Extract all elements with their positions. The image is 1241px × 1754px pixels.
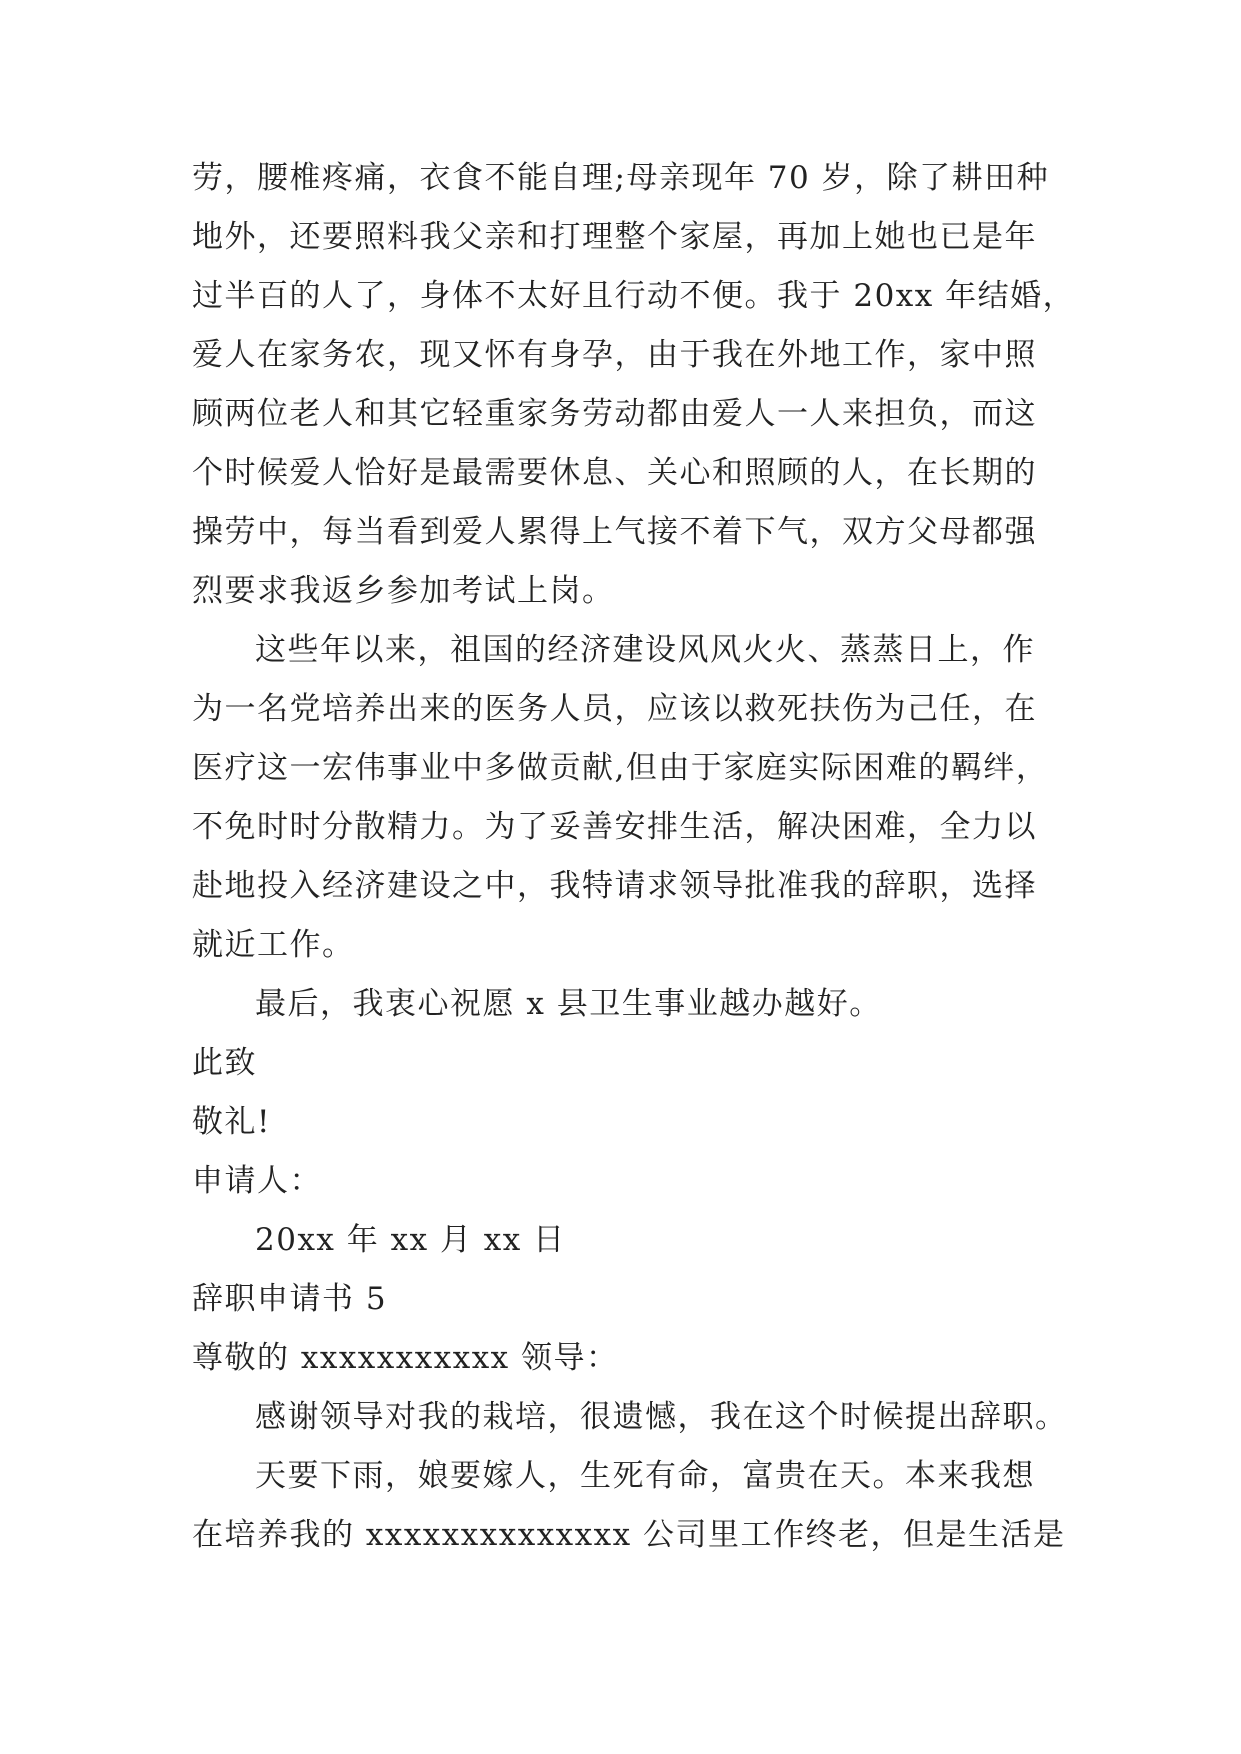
body-text-line: 医疗这一宏伟事业中多做贡献,但由于家庭实际困难的羁绊，	[192, 750, 1049, 786]
paragraph-start-line: 天要下雨，娘要嫁人，生死有命，富贵在天。本来我想	[255, 1458, 1035, 1494]
letter-greeting: 尊敬的 xxxxxxxxxxx 领导：	[192, 1340, 619, 1376]
body-text-line: 在培养我的 xxxxxxxxxxxxxx 公司里工作终老，但是生活是	[192, 1517, 1066, 1553]
paragraph-start-line: 这些年以来，祖国的经济建设风风火火、蒸蒸日上，作	[255, 632, 1035, 668]
body-text-line: 操劳中，每当看到爱人累得上气接不着下气，双方父母都强	[192, 514, 1037, 550]
date-line: 20xx 年 xx 月 xx 日	[255, 1222, 566, 1258]
applicant-label: 申请人：	[192, 1163, 322, 1199]
body-text-line: 烈要求我返乡参加考试上岗。	[192, 573, 615, 609]
body-text-line: 赴地投入经济建设之中，我特请求领导批准我的辞职，选择	[192, 868, 1037, 904]
body-text-line: 过半百的人了，身体不太好且行动不便。我于 20xx 年结婚，	[192, 278, 1076, 314]
closing-salutation: 此致	[192, 1045, 257, 1081]
paragraph-start-line: 感谢领导对我的栽培，很遗憾，我在这个时候提出辞职。	[255, 1399, 1068, 1435]
body-text-line: 个时候爱人恰好是最需要休息、关心和照顾的人，在长期的	[192, 455, 1037, 491]
closing-regards: 敬礼!	[192, 1104, 271, 1140]
body-text-line: 不免时时分散精力。为了妥善安排生活，解决困难，全力以	[192, 809, 1037, 845]
section-heading: 辞职申请书 5	[192, 1281, 388, 1317]
body-text-line: 地外，还要照料我父亲和打理整个家屋，再加上她也已是年	[192, 219, 1037, 255]
body-text-line: 爱人在家务农，现又怀有身孕，由于我在外地工作，家中照	[192, 337, 1037, 373]
body-text-line: 顾两位老人和其它轻重家务劳动都由爱人一人来担负，而这	[192, 396, 1037, 432]
body-text-line: 为一名党培养出来的医务人员，应该以救死扶伤为己任，在	[192, 691, 1037, 727]
body-text-line: 劳，腰椎疼痛，衣食不能自理;母亲现年 70 岁，除了耕田种	[192, 160, 1050, 196]
body-text-line: 就近工作。	[192, 927, 355, 963]
paragraph-start-line: 最后，我衷心祝愿 x 县卫生事业越办越好。	[255, 986, 882, 1022]
